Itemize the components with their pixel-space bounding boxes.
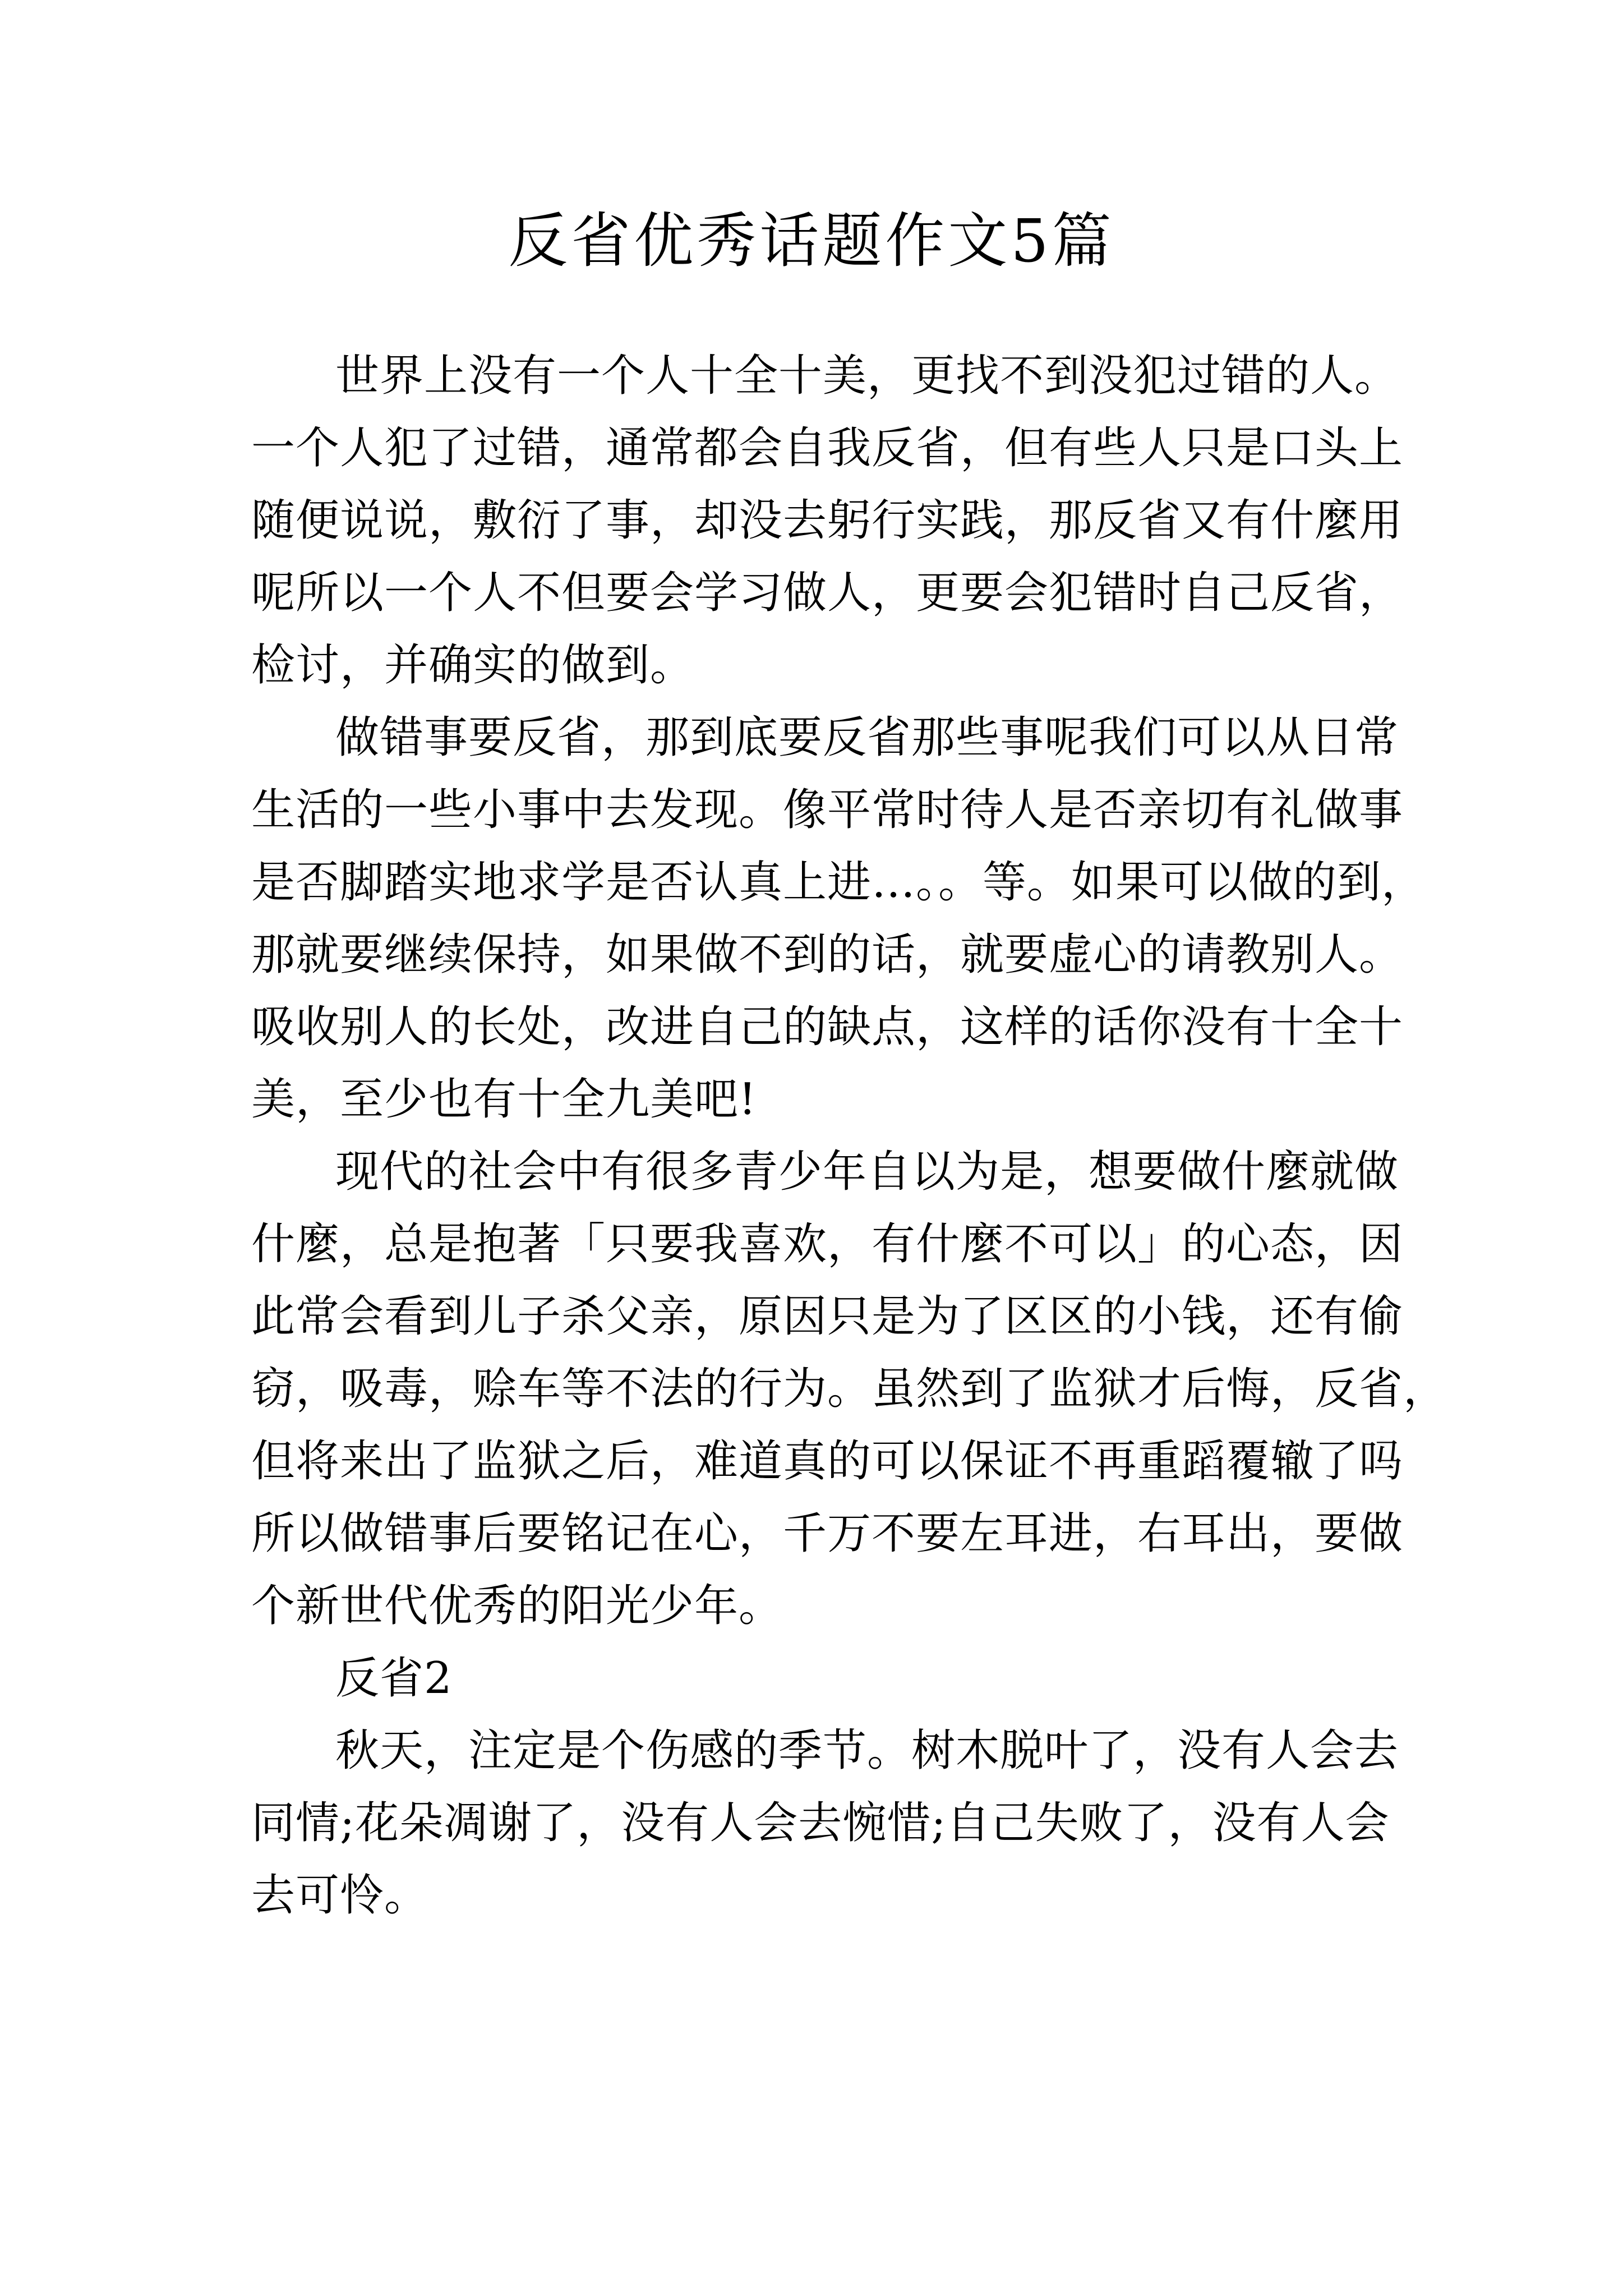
paragraph-1-line-5: 检讨，并确实的做到。 — [251, 640, 695, 691]
paragraph-3-line-4: 窃，吸毒，赊车等不法的行为。虽然到了监狱才后悔，反省， — [251, 1364, 1448, 1414]
paragraph-3-line-6: 所以做错事后要铭记在心，千万不要左耳进，右耳出，要做 — [251, 1508, 1404, 1559]
document-body — [251, 340, 1448, 1932]
paragraph-1-line-4: 呢所以一个人不但要会学习做人，更要会犯错时自己反省， — [251, 568, 1404, 618]
paragraph-2-line-1: 做错事要反省，那到底要反省那些事呢我们可以从日常 — [335, 712, 1399, 763]
paragraph-1-line-1: 世界上没有一个人十全十美，更找不到没犯过错的人。 — [335, 351, 1399, 401]
paragraph-4-line-1: 秋天，注定是个伤感的季节。树木脱叶了，没有人会去 — [335, 1726, 1399, 1776]
paragraph-1-line-2: 一个人犯了过错，通常都会自我反省，但有些人只是口头上 — [251, 423, 1404, 473]
paragraph-2-line-3: 是否脚踏实地求学是否认真上进…。。等。如果可以做的到， — [251, 857, 1426, 908]
paragraph-4-line-3: 去可怜。 — [251, 1870, 429, 1921]
paragraph-2-line-4: 那就要继续保持，如果做不到的话，就要虚心的请教别人。 — [251, 930, 1404, 980]
paragraph-2-line-6: 美，至少也有十全九美吧! — [251, 1074, 757, 1125]
document-title: 反省优秀话题作文5篇 — [508, 206, 1115, 275]
paragraph-3-line-7: 个新世代优秀的阳光少年。 — [251, 1581, 783, 1631]
paragraph-4-line-2: 同情;花朵凋谢了，没有人会去惋惜;自己失败了，没有人会 — [251, 1798, 1390, 1848]
paragraph-3-line-3: 此常会看到儿子杀父亲，原因只是为了区区的小钱，还有偷 — [251, 1291, 1404, 1342]
paragraph-3-line-5: 但将来出了监狱之后，难道真的可以保证不再重蹈覆辙了吗 — [251, 1436, 1404, 1487]
paragraph-2-line-2: 生活的一些小事中去发现。像平常时待人是否亲切有礼做事 — [251, 785, 1404, 835]
section-heading: 反省2 — [335, 1653, 453, 1704]
paragraph-3-line-1: 现代的社会中有很多青少年自以为是，想要做什麼就做 — [335, 1147, 1399, 1197]
paragraph-1-line-3: 随便说说，敷衍了事，却没去躬行实践，那反省又有什麼用 — [251, 495, 1404, 546]
paragraph-2-line-5: 吸收别人的长处，改进自己的缺点，这样的话你没有十全十 — [251, 1002, 1404, 1052]
paragraph-3-line-2: 什麼，总是抱著「只要我喜欢，有什麼不可以」的心态，因 — [251, 1219, 1404, 1269]
